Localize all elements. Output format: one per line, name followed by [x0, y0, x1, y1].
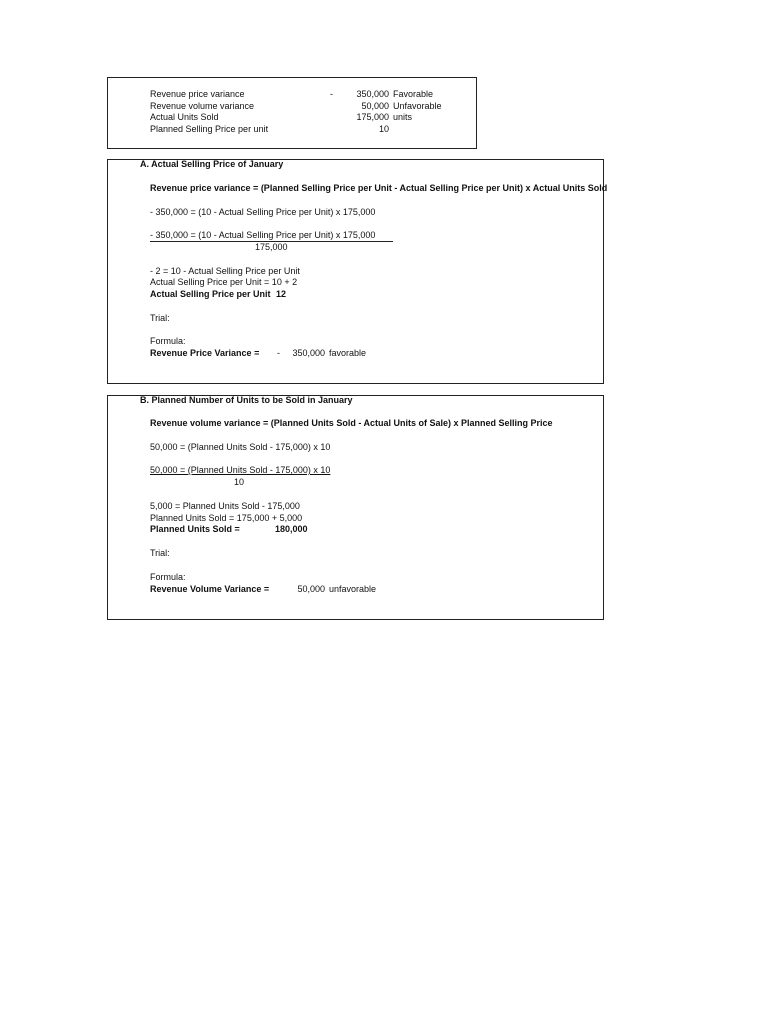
- section-b-formula: Revenue volume variance = (Planned Units Sold - Actual Units of Sale) x Planned Selling Price: [150, 418, 553, 428]
- section-a-check-sign: -: [277, 348, 280, 358]
- section-b-step2: 50,000 = (Planned Units Sold - 175,000) x 10: [150, 465, 331, 475]
- given-value: 350,000: [356, 89, 389, 99]
- section-b-result-value: 180,000: [275, 524, 308, 534]
- given-value: 175,000: [356, 112, 389, 122]
- section-a-step2: - 350,000 = (10 - Actual Selling Price per Unit) x 175,000: [150, 230, 376, 240]
- given-label: Actual Units Sold: [150, 112, 219, 122]
- given-value: 10: [378, 124, 389, 134]
- given-label: Revenue price variance: [150, 89, 245, 99]
- section-a-heading: A. Actual Selling Price of January: [140, 159, 284, 169]
- given-sign: -: [330, 89, 333, 99]
- section-a-check-label: Revenue Price Variance =: [150, 348, 260, 358]
- given-label: Revenue volume variance: [150, 101, 255, 111]
- section-a-divisor: 175,000: [255, 242, 288, 252]
- section-b-heading: B. Planned Number of Units to be Sold in January: [140, 395, 353, 405]
- section-a-step1: - 350,000 = (10 - Actual Selling Price per Unit) x 175,000: [150, 207, 376, 217]
- section-a-trial-label: Trial:: [150, 313, 170, 323]
- section-a-formula-label: Formula:: [150, 336, 186, 346]
- given-unit: Favorable: [393, 89, 434, 99]
- section-a-result-value: 12: [276, 289, 287, 299]
- given-unit: Unfavorable: [393, 101, 442, 111]
- section-b-check-value: 50,000: [297, 584, 325, 594]
- given-label: Planned Selling Price per unit: [150, 124, 269, 134]
- given-value: 50,000: [361, 101, 389, 111]
- section-a-check-unit: favorable: [329, 348, 367, 358]
- section-a-formula: Revenue price variance = (Planned Selling Price per Unit - Actual Selling Price per Unit) x Actual Units Sold: [150, 183, 608, 193]
- section-b-check-unit: unfavorable: [329, 584, 377, 594]
- section-b-formula-label: Formula:: [150, 572, 186, 582]
- given-unit: units: [393, 112, 413, 122]
- section-b-step3: 5,000 = Planned Units Sold - 175,000: [150, 501, 300, 511]
- section-b-result-label: Planned Units Sold =: [150, 524, 240, 534]
- section-a-step4: Actual Selling Price per Unit = 10 + 2: [150, 277, 298, 287]
- section-a-check-value: 350,000: [292, 348, 325, 358]
- section-b-trial-label: Trial:: [150, 548, 170, 558]
- section-a-result-label: Actual Selling Price per Unit: [150, 289, 271, 299]
- section-b-divisor: 10: [234, 477, 245, 487]
- section-b-step1: 50,000 = (Planned Units Sold - 175,000) x 10: [150, 442, 331, 452]
- section-b-check-label: Revenue Volume Variance =: [150, 584, 270, 594]
- section-b-step4: Planned Units Sold = 175,000 + 5,000: [150, 513, 303, 523]
- section-a-step3: - 2 = 10 - Actual Selling Price per Unit: [150, 266, 300, 276]
